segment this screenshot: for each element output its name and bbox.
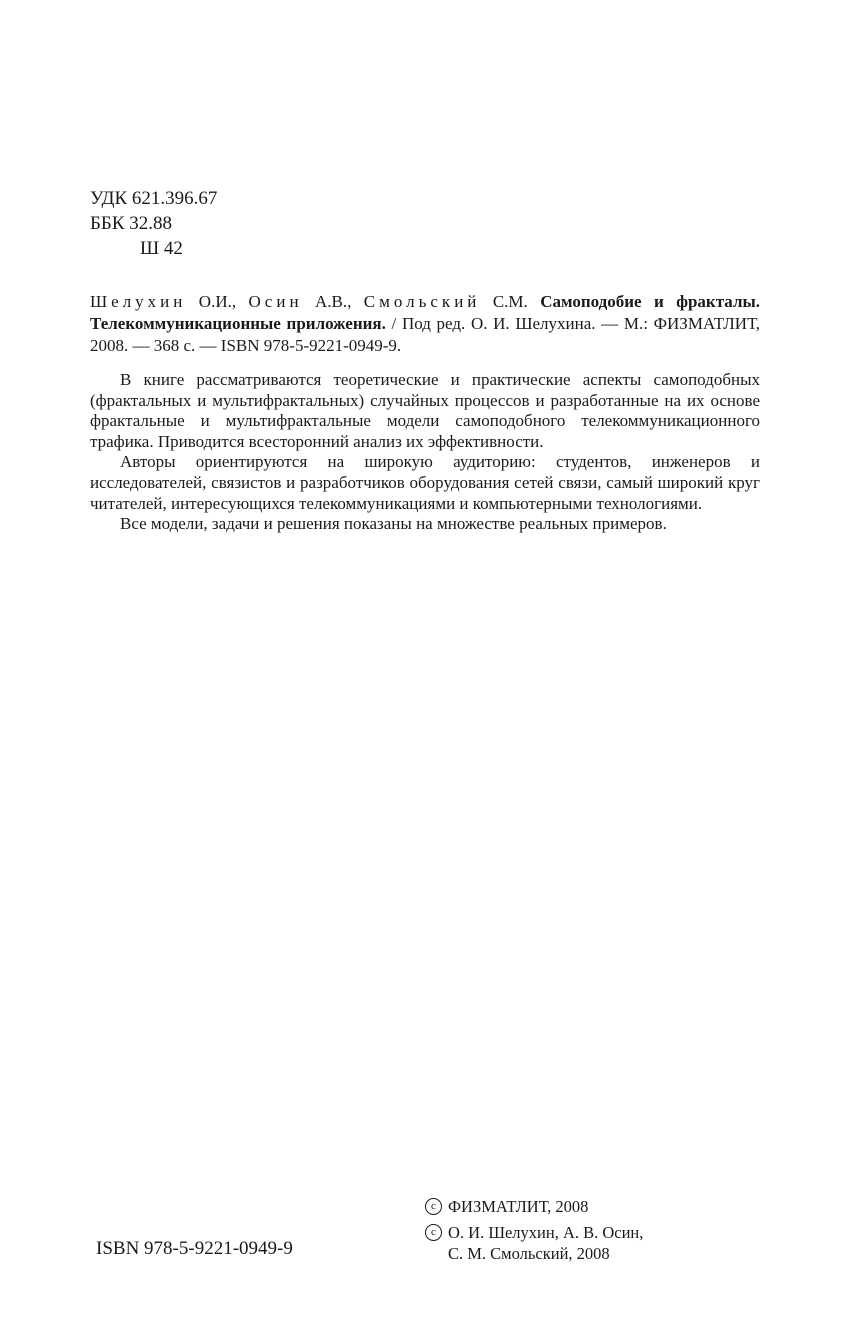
author-1-initials: О.И., <box>198 292 237 311</box>
bbk-row <box>90 211 217 236</box>
imprint-details: / Под ред. О. И. Шелухина. — М.: ФИЗМАТЛИТ, 2008. — 368 с. — ISBN 978-5-9221-0949-9. <box>90 314 761 355</box>
copyright-authors-line-2: С. М. Смольский, 2008 <box>448 1244 610 1263</box>
udk-label: УДК <box>90 188 128 209</box>
copyright-publisher <box>425 1196 643 1217</box>
copyright-authors-line-1: О. И. Шелухин, А. В. Осин, <box>448 1223 644 1242</box>
annotation <box>90 370 760 535</box>
isbn-number: ISBN 978-5-9221-0949-9 <box>96 1238 293 1259</box>
annotation-paragraph-2: Авторы ориентируются на широкую аудиторию: студентов, инженеров и исследователей, связистов и разработчиков оборудования сетей связи, самый широкий круг читателей, интересующихся телекоммуникациями и компьютерными технологиями. <box>90 452 760 513</box>
classification-block <box>90 186 217 261</box>
annotation-paragraph-1: В книге рассматриваются теоретические и практические аспекты самоподобных (фрактальных и мультифрактальных) случайных процессов и разработанные на их основе фрактальные и мультифрактальные модели самоподобного телекоммуникационного трафика. Приводится всесторонний анализ их эффективности. <box>90 370 760 451</box>
udk-row <box>90 186 217 211</box>
author-3-name: Смольский <box>363 292 481 311</box>
bbk-code: 32.88 <box>129 213 172 234</box>
author-2-name: Осин <box>248 292 303 311</box>
udk-code: 621.396.67 <box>131 188 218 209</box>
bibliographic-record <box>90 291 760 357</box>
copyright-icon: c <box>425 1224 442 1241</box>
author-1-name: Шелухин <box>90 292 187 311</box>
book-title: Самоподобие и фракталы. Телекоммуникационные приложения. <box>90 292 760 333</box>
author-3-initials: С.М. <box>492 292 528 311</box>
author-2-initials: А.В., <box>314 292 352 311</box>
author-mark: Ш 42 <box>140 238 183 259</box>
bbk-label: ББК <box>90 213 125 234</box>
copyright-block <box>425 1196 643 1269</box>
annotation-paragraph-3: Все модели, задачи и решения показаны на множестве реальных примеров. <box>120 514 667 534</box>
copyright-publisher-text: ФИЗМАТЛИТ, 2008 <box>448 1197 589 1216</box>
copyright-authors <box>425 1222 643 1264</box>
copyright-icon: c <box>425 1198 442 1215</box>
